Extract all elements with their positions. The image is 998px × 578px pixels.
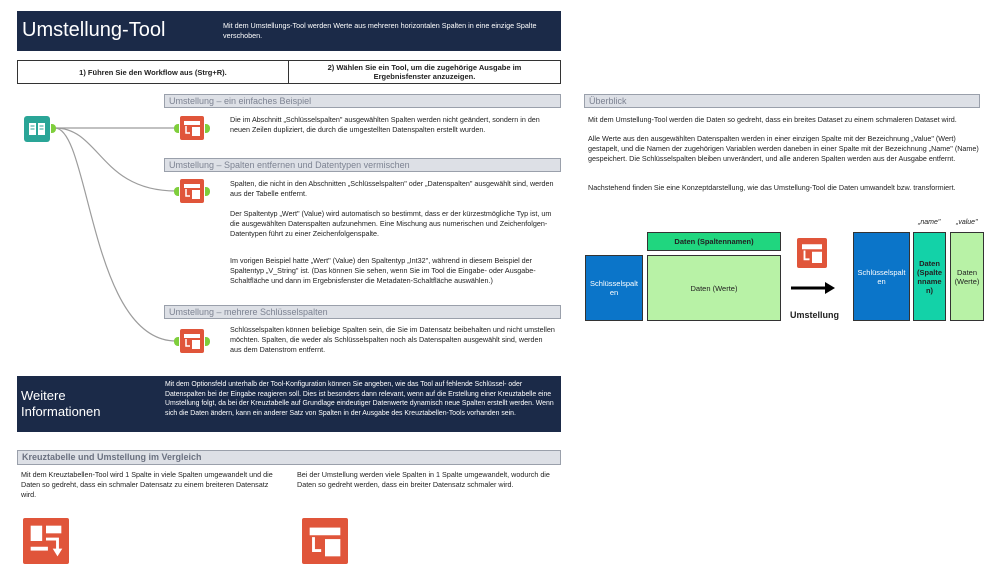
connector-2 (55, 128, 176, 191)
step-1: 1) Führen Sie den Workflow aus (Strg+R). (18, 61, 289, 83)
transpose-icon (180, 179, 204, 203)
transpose-tool-2[interactable] (180, 179, 204, 203)
section-2-text-3: Im vorigen Beispiel hatte „Wert" (Value) den Spaltentyp „Int32", während in diesem Beispiel der Spaltentyp „V_String" ist. (Das können Sie sehen, wenn Sie im Tool die Eingabe- oder Ausgabe-Schaltfläche und dann im Ergebnisfenster die Metadaten-Schaltfläche auswählen.) (230, 256, 536, 285)
transpose-tool-3[interactable] (180, 329, 204, 353)
diagram-out-key-columns: Schlüsselspalten (853, 232, 910, 321)
diagram-out-names: Daten (Spaltennamen) (913, 232, 946, 321)
more-info-banner (17, 376, 561, 432)
crosstab-icon (23, 518, 69, 564)
compare-right-text: Bei der Umstellung werden viele Spalten in 1 Spalte umgewandelt, wodurch die Daten so gedreht werden, dass ein breiter Datensatz schmaler wird. (297, 470, 550, 489)
overview-text-2: Alle Werte aus den ausgewählten Datenspalten werden in einer einzigen Spalte mit der Bezeichnung „Value" (Wert) gestapelt, und die Namen der zugehörigen Variablen werden daneben in einer Spalte mit der Bezeichnung „Name" (Name) gespeichert. Die Schlüsselspalten bleiben unverändert, und alle anderen Spalten werden aus der Ausgabe entfernt. (588, 134, 979, 163)
compare-header: Kreuztabelle und Umstellung im Vergleich (17, 450, 561, 465)
overview-text-3: Nachstehend finden Sie eine Konzeptdarstellung, wie das Umstellung-Tool die Daten umwandelt bzw. transformiert. (588, 183, 956, 192)
transpose-icon (797, 238, 827, 268)
overview-header: Überblick (584, 94, 980, 108)
transpose-icon (180, 329, 204, 353)
section-header-simple: Umstellung – ein einfaches Beispiel (164, 94, 561, 108)
compare-left-text: Mit dem Kreuztabellen-Tool wird 1 Spalte in viele Spalten umgewandelt und die Daten so gedreht, dass ein schmaler Datensatz zu einem breiteren Datensatz wird. (21, 470, 273, 499)
step-2: 2) Wählen Sie ein Tool, um die zugehörige Ausgabe im Ergebnisfenster anzuzeigen. (327, 63, 522, 81)
transpose-tool-1[interactable] (180, 116, 204, 140)
transpose-3-input-anchor[interactable] (174, 337, 179, 346)
section-2-text-2: Der Spaltentyp „Wert" (Value) wird automatisch so bestimmt, dass er der kürzestmögliche Typ ist, um die ausgewählten Datenspalten aufzunehmen. Eine Mischung aus numerischen und Zeichenfolgen-Datentypen führt zu einer Zeichenfolgenspalte. (230, 209, 552, 238)
crosstab-tool[interactable] (23, 518, 69, 564)
connector-3 (55, 128, 176, 341)
transpose-2-input-anchor[interactable] (174, 187, 179, 196)
page-title: Umstellung-Tool (22, 19, 166, 41)
section-header-remove-columns: Umstellung – Spalten entfernen und Datentypen vermischen (164, 158, 561, 172)
more-info-text: Mit dem Optionsfeld unterhalb der Tool-Konfiguration können Sie angeben, wie das Tool auf fehlende Schlüssel- oder Datenspalten bei der Eingabe reagieren soll. Dies ist besonders dann relevant, wenn auf die Erstellung einer Kreuztabelle eine Umstellung folgt, da bei der Kreuztabelle auf Grundlage eindeutiger Datenwerte dynamisch neue Spalten erstellt werden. Wenn sich die Daten ändern, kann ein anderer Satz von Spalten in der Ausgabe des Kreuztabellen-Tools vorhanden sein. (165, 381, 554, 417)
diagram-value-label: „value" (956, 219, 978, 226)
diagram-key-columns: Schlüsselspalten (585, 255, 643, 321)
diagram-data-header: Daten (Spaltennamen) (647, 232, 781, 251)
diagram-arrow-label: Umstellung (790, 310, 840, 320)
diagram-arrow-icon (789, 281, 837, 295)
transpose-icon (180, 116, 204, 140)
book-icon (24, 116, 50, 142)
transpose-1-input-anchor[interactable] (174, 124, 179, 133)
section-2-text-1: Spalten, die nicht in den Abschnitten „Schlüsselspalten" oder „Datenspalten" ausgewählt sind, werden aus der Tabelle entfernt. (230, 179, 554, 198)
more-info-title: Weitere Informationen (21, 388, 101, 419)
diagram-out-values: Daten (Werte) (950, 232, 984, 321)
diagram-transpose-icon (797, 238, 827, 268)
title-description: Mit dem Umstellungs-Tool werden Werte aus mehreren horizontalen Spalten in eine einzige Spalte verschoben. (223, 21, 537, 40)
transpose-icon (302, 518, 348, 564)
input-tool[interactable] (24, 116, 50, 142)
section-1-text: Die im Abschnitt „Schlüsselspalten" ausgewählten Spalten werden nicht geändert, sondern in den neuen Zeilen dupliziert, die durch die umgestellten Datenspalten erstellt wurden. (230, 115, 540, 134)
transpose-tool-compare[interactable] (302, 518, 348, 564)
diagram-data-values: Daten (Werte) (647, 255, 781, 321)
section-header-multiple-keys: Umstellung – mehrere Schlüsselspalten (164, 305, 561, 319)
diagram-name-label: „name" (918, 219, 941, 226)
section-3-text: Schlüsselspalten können beliebige Spalten sein, die Sie im Datensatz beibehalten und nicht umstellen möchten. Spalten, die weder als Schlüsselspalten noch als Datenspalten ausgewählt sind, werden aus dem Datenstrom entfernt. (230, 325, 555, 354)
overview-text-1: Mit dem Umstellung-Tool werden die Daten so gedreht, dass ein breites Dataset zu einem schmaleren Dataset wird. (588, 115, 957, 124)
